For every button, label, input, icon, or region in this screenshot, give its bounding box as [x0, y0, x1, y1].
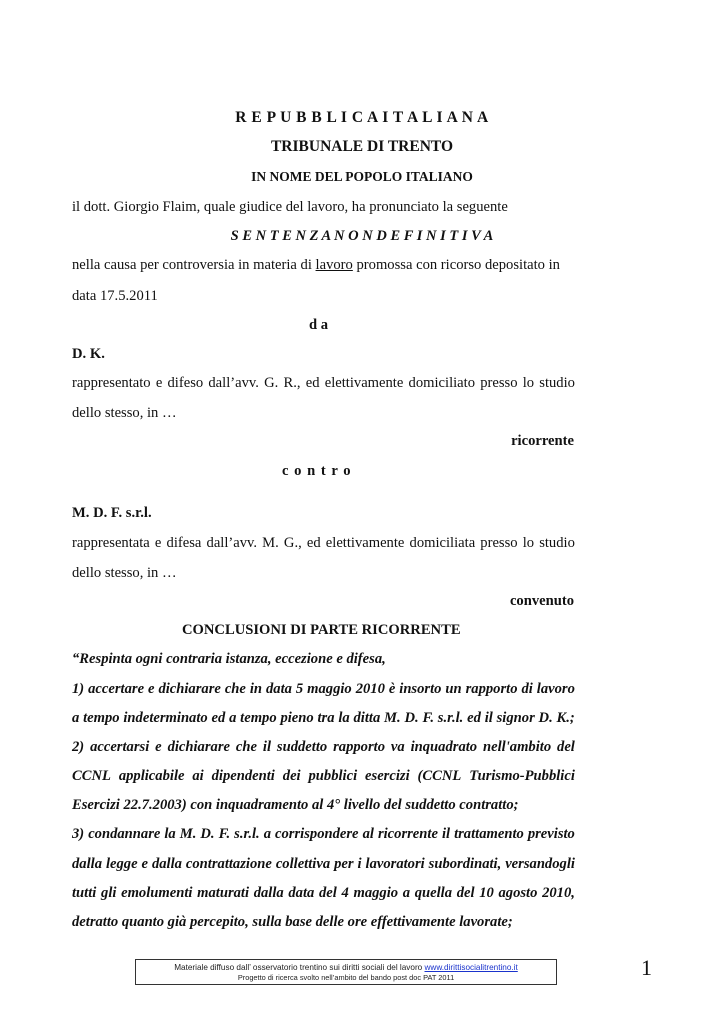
- word: pubblici: [308, 768, 358, 784]
- conclusion-line: “Respinta ogni contraria istanza, eccezione e difesa,: [72, 651, 386, 667]
- word: al: [362, 826, 374, 842]
- word: applicabile: [118, 768, 185, 784]
- word: suddetto: [276, 739, 328, 755]
- plaintiff-line-1: [72, 374, 575, 392]
- word: corrispondere: [275, 826, 359, 842]
- word: del: [319, 885, 337, 901]
- word: rappresentata: [72, 535, 150, 551]
- word: insorto: [399, 681, 442, 697]
- word: gli: [101, 885, 117, 901]
- republic-heading: R E P U B B L I C A I T A L I A N A: [235, 109, 489, 126]
- plaintiff-line-2: dello stesso, in …: [72, 405, 177, 421]
- word: K.;: [556, 710, 575, 726]
- contro-label: c o n t r o: [282, 463, 352, 479]
- word: D.: [404, 710, 419, 726]
- intro-line: il dott. Giorgio Flaim, quale giudice del lavoro, ha pronunciato la seguente: [72, 199, 508, 215]
- word: un: [445, 681, 462, 697]
- word: G.,: [283, 535, 302, 551]
- word: il: [441, 826, 451, 842]
- word: la: [164, 826, 176, 842]
- word: ricorrente: [377, 826, 438, 842]
- word: condannare: [88, 826, 161, 842]
- cause-line-1: [72, 256, 560, 274]
- word: e: [155, 375, 163, 391]
- word: previsto: [527, 826, 575, 842]
- word: 1): [72, 681, 85, 697]
- word: a: [402, 885, 411, 901]
- word: studio: [539, 535, 575, 551]
- word: 4: [341, 885, 349, 901]
- word: studio: [539, 375, 575, 391]
- word: in: [249, 681, 263, 697]
- defendant-role: convenuto: [509, 593, 574, 609]
- cause-line-2: data 17.5.2011: [72, 288, 158, 304]
- word: R.,: [283, 375, 301, 391]
- word: data: [265, 681, 292, 697]
- conclusion-line: detratto quanto già percepito, sulla base delle ore effettivamente lavorate;: [72, 914, 513, 930]
- word: lavoratori: [365, 856, 425, 872]
- word: ed: [305, 375, 320, 391]
- conclusion-line: [72, 825, 575, 843]
- word: trattamento: [454, 826, 524, 842]
- word: rapporto: [333, 739, 385, 755]
- word: F.: [218, 826, 231, 842]
- word: maggio: [307, 681, 352, 697]
- word: elettivamente: [325, 535, 405, 551]
- word: rappresentato: [72, 375, 151, 391]
- word: è: [388, 681, 396, 697]
- conclusion-line: [72, 767, 575, 785]
- conclusion-line: [72, 855, 575, 873]
- cause-text-after: promossa con ricorso depositato in: [356, 257, 560, 273]
- word: D.: [200, 826, 215, 842]
- word: G.: [264, 375, 279, 391]
- in-name-heading: IN NOME DEL POPOLO ITALIANO: [251, 169, 473, 184]
- footer-link[interactable]: www.dirittisocialitrentino.it: [424, 963, 518, 972]
- plaintiff-role: ricorrente: [511, 433, 574, 449]
- word: maturati: [197, 885, 250, 901]
- word: tra: [317, 710, 335, 726]
- word: dalla: [72, 856, 102, 872]
- word: ed: [306, 535, 321, 551]
- word: dall’avv.: [208, 375, 259, 391]
- word: contrattazione: [185, 856, 272, 872]
- word: che: [224, 681, 246, 697]
- sentence-title: S E N T E N Z A N O N D E F I N I T I V A: [230, 228, 494, 244]
- word: difesa: [166, 535, 202, 551]
- word: M.: [262, 535, 279, 551]
- word: 2): [72, 739, 85, 755]
- word: M.: [384, 710, 401, 726]
- word: CCNL: [72, 768, 111, 784]
- word: M.: [179, 826, 197, 842]
- word: e: [154, 535, 162, 551]
- word: tempo: [240, 710, 277, 726]
- word: e: [155, 739, 162, 755]
- defendant-name: M. D. F. s.r.l.: [72, 505, 152, 521]
- word: pieno: [280, 710, 314, 726]
- word: del: [557, 739, 575, 755]
- word: presso: [480, 375, 518, 391]
- word: 10: [479, 885, 494, 901]
- word: dei: [282, 768, 301, 784]
- word: data: [288, 885, 315, 901]
- word: per: [334, 856, 354, 872]
- word: a: [263, 826, 272, 842]
- word: la: [338, 710, 350, 726]
- da-label: d a: [309, 317, 329, 333]
- word: signor: [496, 710, 535, 726]
- word: 2010,: [542, 885, 575, 901]
- conclusion-line: Esercizi 22.7.2003) con inquadramento al 4° livello del suddetto contratto;: [72, 797, 519, 813]
- word: Turismo-Pubblici: [469, 768, 575, 784]
- word: a: [72, 710, 80, 726]
- footer-line-1: [136, 963, 556, 973]
- word: subordinati,: [428, 856, 502, 872]
- word: emolumenti: [121, 885, 193, 901]
- word: va: [390, 739, 405, 755]
- court-heading: TRIBUNALE DI TRENTO: [270, 138, 454, 155]
- word: lo: [522, 535, 535, 551]
- word: dalla: [253, 885, 284, 901]
- word: (CCNL: [417, 768, 462, 784]
- word: a: [229, 710, 237, 726]
- word: s.r.l.: [437, 710, 464, 726]
- conclusion-line: [72, 709, 575, 727]
- cause-text-before: nella causa per controversia in materia di: [72, 257, 312, 273]
- conclusion-line: [72, 738, 575, 756]
- word: dalla: [151, 856, 182, 872]
- footer-line-2: Progetto di ricerca svolto nell’ambito del bando post doc PAT 2011: [237, 973, 455, 982]
- word: lo: [522, 375, 535, 391]
- page-number: 1: [641, 955, 652, 980]
- word: inquadrato: [410, 739, 478, 755]
- word: 3): [72, 826, 85, 842]
- footer-box: [135, 959, 557, 985]
- footer-text: Materiale diffuso dall’ osservatorio trentino sui diritti sociali del lavoro: [174, 963, 423, 972]
- word: indeterminato: [123, 710, 208, 726]
- conclusions-title: CONCLUSIONI DI PARTE RICORRENTE: [182, 622, 461, 638]
- word: collettiva: [275, 856, 331, 872]
- plaintiff-name: D. K.: [72, 346, 105, 362]
- word: agosto: [498, 885, 538, 901]
- defendant-line-2: dello stesso, in …: [72, 565, 177, 581]
- conclusion-line: [72, 680, 575, 698]
- word: versandogli: [505, 856, 575, 872]
- word: di: [521, 681, 533, 697]
- word: domiciliato: [408, 375, 476, 391]
- word: ed: [467, 710, 481, 726]
- word: elettivamente: [324, 375, 404, 391]
- word: e: [141, 856, 148, 872]
- word: accertarsi: [90, 739, 150, 755]
- word: s.r.l.: [234, 826, 260, 842]
- word: quella: [414, 885, 453, 901]
- word: legge: [105, 856, 138, 872]
- word: il: [484, 710, 493, 726]
- word: maggio: [353, 885, 399, 901]
- word: i: [357, 856, 362, 872]
- word: esercizi: [365, 768, 410, 784]
- word: dipendenti: [211, 768, 275, 784]
- word: dichiarare: [167, 739, 230, 755]
- word: D.: [538, 710, 553, 726]
- word: nell'ambito: [483, 739, 552, 755]
- word: il: [262, 739, 271, 755]
- word: ai: [192, 768, 204, 784]
- word: tutti: [72, 885, 97, 901]
- word: ditta: [353, 710, 381, 726]
- word: presso: [480, 535, 518, 551]
- word: tempo: [83, 710, 120, 726]
- word: rapporto: [465, 681, 518, 697]
- word: F.: [422, 710, 434, 726]
- word: 5: [295, 681, 304, 697]
- word: ed: [211, 710, 226, 726]
- word: domiciliata: [409, 535, 476, 551]
- word: difeso: [167, 375, 204, 391]
- word: del: [456, 885, 475, 901]
- word: 2010: [355, 681, 385, 697]
- word: dichiarare: [158, 681, 221, 697]
- cause-link-lavoro[interactable]: lavoro: [315, 257, 353, 273]
- word: dall’avv.: [206, 535, 258, 551]
- defendant-line-1: [72, 534, 575, 552]
- conclusion-line: [72, 884, 575, 902]
- word: accertare: [88, 681, 145, 697]
- word: che: [235, 739, 257, 755]
- word: lavoro: [536, 681, 575, 697]
- word: e: [148, 681, 155, 697]
